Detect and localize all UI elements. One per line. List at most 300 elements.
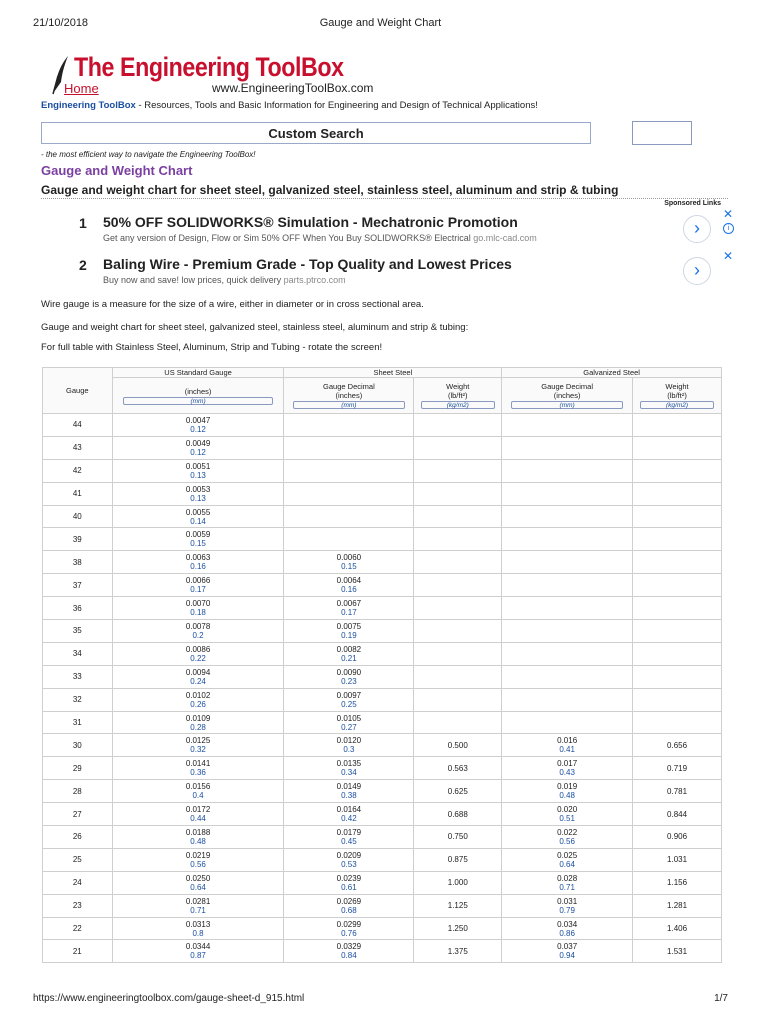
close-icon[interactable]: ✕	[723, 249, 734, 263]
cell-gv-weight	[633, 803, 722, 826]
cell-gv-weight-value: 1.031	[667, 855, 688, 865]
cell-gv-decimal	[502, 711, 633, 734]
cell-gauge	[43, 597, 113, 620]
cell-gauge	[43, 780, 113, 803]
cell-gv-decimal	[502, 940, 633, 963]
cell-gauge	[43, 574, 113, 597]
cell-ss-decimal	[284, 940, 414, 963]
cell-ss-decimal-inches: 0.0064	[336, 576, 362, 586]
cell-gauge	[43, 734, 113, 757]
cell-ss-weight-value: 0.875	[447, 855, 468, 865]
cell-ss-decimal	[284, 803, 414, 826]
header-us-standard: US Standard Gauge	[112, 368, 284, 378]
cell-gv-weight	[633, 642, 722, 665]
unit-kg-m2: (kg/m2)	[640, 401, 714, 409]
cell-gauge	[43, 826, 113, 849]
ad-description	[103, 233, 537, 243]
cell-gauge-value: 42	[72, 466, 82, 476]
ad-headline[interactable]: 50% OFF SOLIDWORKS® Simulation - Mechatronic Promotion	[103, 214, 518, 230]
table-row	[43, 642, 722, 665]
label-weight: Weight	[665, 382, 689, 391]
cell-us-mm: 0.71	[190, 905, 206, 915]
cell-gauge	[43, 711, 113, 734]
cell-us	[112, 917, 284, 940]
cell-gv-weight	[633, 917, 722, 940]
cell-us	[112, 642, 284, 665]
site-url: www.EngineeringToolBox.com	[212, 81, 374, 95]
tagline-text: - Resources, Tools and Basic Information for Engineering and Design of Technical Applications!	[135, 100, 538, 111]
cell-ss-decimal-inches: 0.0239	[336, 873, 362, 883]
cell-us-inches: 0.0172	[185, 805, 211, 815]
cell-gv-decimal	[502, 505, 633, 528]
print-footer	[33, 993, 728, 1004]
nav-note: - the most efficient way to navigate the Engineering ToolBox!	[41, 150, 256, 159]
cell-us-inches: 0.0086	[185, 644, 211, 654]
cell-ss-weight-value: 0.563	[447, 763, 468, 773]
table-row	[43, 482, 722, 505]
cell-gauge-value: 29	[72, 763, 82, 773]
cell-ss-weight	[414, 620, 502, 643]
cell-ss-weight	[414, 894, 502, 917]
header-galvanized: Galvanized Steel	[502, 368, 722, 378]
cell-ss-decimal-inches: 0.0060	[336, 553, 362, 563]
cell-ss-decimal-mm: 0.15	[341, 562, 357, 572]
cell-ss-weight-value: 0.625	[447, 786, 468, 796]
table-row	[43, 940, 722, 963]
cell-ss-weight	[414, 757, 502, 780]
cell-ss-decimal	[284, 665, 414, 688]
ad-item[interactable]	[41, 249, 734, 295]
cell-ss-weight	[414, 414, 502, 437]
cell-gv-weight	[633, 505, 722, 528]
cell-us	[112, 871, 284, 894]
cell-gv-decimal-mm: 0.79	[559, 905, 575, 915]
table-row	[43, 436, 722, 459]
table-row	[43, 688, 722, 711]
cell-us-mm: 0.32	[190, 745, 206, 755]
ad-desc-text: Get any version of Design, Flow or Sim 50% OFF When You Buy SOLIDWORKS® Electrical	[103, 233, 471, 243]
cell-gauge-value: 32	[72, 695, 82, 705]
cell-ss-decimal-inches: 0.0067	[336, 599, 362, 609]
cell-us-mm: 0.16	[190, 562, 206, 572]
cell-ss-decimal	[284, 620, 414, 643]
cell-gv-decimal	[502, 780, 633, 803]
cell-gauge-value: 41	[72, 489, 82, 499]
cell-us-inches: 0.0047	[185, 415, 211, 425]
cell-gauge-value: 40	[72, 512, 82, 521]
ad-number: 1	[79, 215, 87, 231]
cell-gv-decimal	[502, 482, 633, 505]
chevron-right-icon[interactable]: ›	[683, 215, 711, 243]
cell-gv-decimal-mm: 0.86	[559, 928, 575, 938]
cell-ss-decimal	[284, 414, 414, 437]
header-gv-weight	[633, 378, 722, 414]
cell-us	[112, 688, 284, 711]
cell-us-inches: 0.0049	[185, 438, 211, 448]
unit-inches: (inches)	[335, 391, 363, 400]
unit-inches: (inches)	[553, 391, 581, 400]
paragraph: Wire gauge is a measure for the size of a wire, either in diameter or in cross sectional area.	[41, 299, 424, 310]
cell-ss-decimal-mm: 0.23	[341, 676, 357, 686]
cell-us-inches: 0.0250	[185, 873, 211, 883]
cell-gv-decimal	[502, 665, 633, 688]
cell-gauge	[43, 803, 113, 826]
cell-us	[112, 848, 284, 871]
cell-gauge	[43, 505, 113, 528]
cell-ss-weight-value: 1.375	[447, 946, 468, 956]
ad-description	[103, 275, 346, 285]
cell-gauge	[43, 620, 113, 643]
cell-gv-decimal-inches: 0.017	[557, 759, 578, 769]
cell-us-mm: 0.28	[190, 722, 206, 732]
cell-gv-weight	[633, 826, 722, 849]
table-row	[43, 780, 722, 803]
cell-gv-decimal-inches: 0.025	[557, 850, 578, 860]
table-row	[43, 734, 722, 757]
table-row	[43, 597, 722, 620]
cell-gv-weight	[633, 459, 722, 482]
table-row	[43, 871, 722, 894]
cell-gauge	[43, 642, 113, 665]
print-date: 21/10/2018	[33, 17, 89, 29]
unit-kg-m2: (kg/m2)	[421, 401, 495, 409]
cell-ss-decimal-inches: 0.0135	[336, 759, 362, 769]
cell-us	[112, 620, 284, 643]
unit-mm: (mm)	[511, 401, 623, 409]
table-row	[43, 803, 722, 826]
divider	[41, 198, 728, 199]
cell-ss-decimal-mm: 0.84	[341, 951, 357, 961]
table-row	[43, 414, 722, 437]
cell-gauge-value: 36	[72, 603, 82, 613]
cell-ss-weight	[414, 826, 502, 849]
cell-ss-decimal-inches: 0.0120	[336, 736, 362, 746]
cell-gauge	[43, 436, 113, 459]
cell-gauge-value: 24	[72, 878, 82, 888]
page-subtitle: Gauge and weight chart for sheet steel, galvanized steel, stainless steel, aluminum and strip & tubing	[41, 183, 619, 197]
cell-us	[112, 459, 284, 482]
cell-ss-weight	[414, 848, 502, 871]
cell-gv-weight	[633, 780, 722, 803]
cell-us-mm: 0.15	[190, 539, 206, 549]
cell-us-inches: 0.0313	[185, 919, 211, 929]
ad-desc-text: Buy now and save! low prices, quick delivery	[103, 275, 282, 285]
cell-ss-decimal-mm: 0.76	[341, 928, 357, 938]
cell-ss-decimal	[284, 734, 414, 757]
cell-gv-decimal	[502, 597, 633, 620]
cell-gv-decimal-mm: 0.43	[559, 768, 575, 778]
cell-us-mm: 0.22	[190, 653, 206, 663]
table-row	[43, 528, 722, 551]
cell-ss-decimal	[284, 871, 414, 894]
cell-gv-decimal	[502, 528, 633, 551]
cell-us	[112, 780, 284, 803]
cell-ss-decimal-mm: 0.3	[343, 745, 355, 755]
cell-gauge	[43, 414, 113, 437]
cell-gauge	[43, 894, 113, 917]
cell-us	[112, 436, 284, 459]
cell-gauge-value: 23	[72, 901, 82, 911]
cell-us	[112, 505, 284, 528]
table-row	[43, 711, 722, 734]
cell-ss-weight	[414, 871, 502, 894]
cell-gv-weight-value: 0.656	[667, 740, 688, 750]
tagline	[41, 100, 538, 111]
cell-gauge	[43, 551, 113, 574]
chevron-right-icon[interactable]: ›	[683, 257, 711, 285]
table-row	[43, 826, 722, 849]
cell-ss-weight	[414, 482, 502, 505]
cell-ss-decimal-inches: 0.0097	[336, 690, 362, 700]
cell-us	[112, 734, 284, 757]
cell-gv-decimal-inches: 0.031	[557, 896, 578, 906]
table-row	[43, 894, 722, 917]
cell-ss-weight	[414, 642, 502, 665]
cell-ss-decimal-inches: 0.0075	[336, 621, 362, 631]
cell-us	[112, 940, 284, 963]
cell-us-mm: 0.2	[192, 630, 204, 640]
cell-gauge-value: 33	[72, 672, 82, 682]
cell-gv-weight	[633, 757, 722, 780]
cell-gv-decimal-mm: 0.71	[559, 882, 575, 892]
cell-us	[112, 574, 284, 597]
cell-gv-weight	[633, 482, 722, 505]
cell-ss-weight	[414, 688, 502, 711]
cell-ss-weight	[414, 711, 502, 734]
info-icon[interactable]: i	[723, 223, 734, 234]
cell-ss-decimal	[284, 642, 414, 665]
cell-ss-decimal-mm: 0.21	[341, 653, 357, 663]
cell-gv-decimal	[502, 551, 633, 574]
cell-us-inches: 0.0102	[185, 690, 211, 700]
cell-gv-decimal-mm: 0.56	[559, 836, 575, 846]
cell-us-inches: 0.0156	[185, 782, 211, 792]
cell-ss-decimal-mm: 0.61	[341, 882, 357, 892]
cell-us-inches: 0.0125	[185, 736, 211, 746]
cell-gv-weight	[633, 597, 722, 620]
cell-gv-decimal-inches: 0.022	[557, 827, 578, 837]
cell-gv-weight	[633, 551, 722, 574]
cell-us-inches: 0.0094	[185, 667, 211, 677]
cell-us-mm: 0.87	[190, 951, 206, 961]
cell-gv-weight-value: 0.906	[667, 832, 688, 842]
cell-gv-weight-value: 1.406	[667, 924, 688, 934]
cell-gv-decimal	[502, 620, 633, 643]
cell-gv-decimal	[502, 917, 633, 940]
header-ss-weight	[414, 378, 502, 414]
ad-item[interactable]	[41, 207, 734, 253]
cell-ss-decimal	[284, 711, 414, 734]
cell-ss-decimal-inches: 0.0209	[336, 850, 362, 860]
footer-url: https://www.engineeringtoolbox.com/gauge-sheet-d_915.html	[33, 993, 305, 1004]
cell-us-mm: 0.8	[192, 928, 204, 938]
cell-gauge-value: 43	[72, 443, 82, 453]
table-row	[43, 574, 722, 597]
cell-gauge	[43, 940, 113, 963]
cell-ss-weight	[414, 917, 502, 940]
cell-us-inches: 0.0063	[185, 553, 211, 563]
cell-gv-weight-value: 1.281	[667, 901, 688, 911]
cell-ss-weight	[414, 940, 502, 963]
cell-gv-decimal	[502, 803, 633, 826]
cell-gauge-value: 26	[72, 832, 82, 842]
cell-ss-weight	[414, 528, 502, 551]
cell-ss-weight	[414, 459, 502, 482]
header-us-units	[112, 378, 284, 414]
cell-us-mm: 0.26	[190, 699, 206, 709]
search-input[interactable]: Custom Search	[41, 122, 591, 144]
cell-gv-decimal	[502, 757, 633, 780]
cell-gauge-value: 31	[72, 718, 82, 728]
cell-gv-weight	[633, 414, 722, 437]
cell-ss-decimal-inches: 0.0269	[336, 896, 362, 906]
cell-gv-decimal-inches: 0.037	[557, 942, 578, 952]
cell-ss-weight	[414, 665, 502, 688]
cell-gauge-value: 38	[72, 557, 82, 567]
cell-us-mm: 0.24	[190, 676, 206, 686]
toolbox-link[interactable]: Engineering ToolBox	[41, 100, 136, 111]
cell-us-inches: 0.0109	[185, 713, 211, 723]
cell-gv-decimal-inches: 0.028	[557, 873, 578, 883]
table-row	[43, 620, 722, 643]
site-logo[interactable]	[40, 52, 374, 98]
unit-inches: (inches)	[184, 386, 212, 396]
table-row	[43, 848, 722, 871]
sponsored-label: Sponsored Links	[664, 200, 721, 207]
cell-ss-decimal-mm: 0.42	[341, 814, 357, 824]
cell-us	[112, 597, 284, 620]
cell-gauge-value: 37	[72, 580, 82, 590]
cell-ss-weight	[414, 551, 502, 574]
cell-us	[112, 665, 284, 688]
cell-gauge-value: 21	[72, 946, 82, 956]
cell-ss-weight	[414, 780, 502, 803]
cell-gauge-value: 27	[72, 809, 82, 819]
cell-gv-weight	[633, 665, 722, 688]
cell-ss-decimal	[284, 826, 414, 849]
cell-ss-weight-value: 0.688	[447, 809, 468, 819]
cell-us-inches: 0.0051	[185, 461, 211, 471]
cell-gv-weight	[633, 528, 722, 551]
table-body	[43, 414, 722, 963]
cell-gv-weight	[633, 734, 722, 757]
cell-ss-decimal	[284, 688, 414, 711]
cell-gauge	[43, 459, 113, 482]
cell-ss-weight-value: 0.750	[447, 832, 468, 842]
cell-us-mm: 0.14	[190, 516, 206, 526]
table-row	[43, 505, 722, 528]
ad-source[interactable]: go.mlc-cad.com	[473, 233, 537, 243]
cell-us-inches: 0.0219	[185, 850, 211, 860]
cell-us-inches: 0.0055	[185, 507, 211, 517]
cell-us-mm: 0.12	[190, 424, 206, 434]
print-title: Gauge and Weight Chart	[319, 17, 442, 29]
cell-us-mm: 0.44	[190, 814, 206, 824]
cell-gauge-value: 34	[72, 649, 82, 659]
cell-us-inches: 0.0070	[185, 599, 211, 609]
cell-ss-decimal-mm: 0.68	[341, 905, 357, 915]
cell-us-inches: 0.0188	[185, 827, 211, 837]
unit-mm: (mm)	[123, 397, 273, 405]
cell-gauge-value: 35	[72, 626, 82, 636]
cell-gv-decimal-inches: 0.020	[557, 805, 578, 815]
cell-ss-decimal-inches: 0.0149	[336, 782, 362, 792]
cell-us-mm: 0.4	[192, 791, 204, 801]
ad-source[interactable]: parts.ptrco.com	[283, 275, 346, 285]
cell-us-inches: 0.0141	[185, 759, 211, 769]
site-brand: The Engineering ToolBox	[74, 52, 344, 82]
home-link[interactable]: Home	[64, 81, 99, 96]
cell-us	[112, 803, 284, 826]
cell-ss-decimal	[284, 436, 414, 459]
cell-us-inches: 0.0344	[185, 942, 211, 952]
table-row	[43, 551, 722, 574]
cell-gv-decimal	[502, 688, 633, 711]
cell-gv-weight-value: 0.719	[667, 763, 688, 773]
cell-us-mm: 0.56	[190, 859, 206, 869]
cell-ss-decimal	[284, 505, 414, 528]
cell-us	[112, 894, 284, 917]
table-row	[43, 917, 722, 940]
cell-ss-decimal	[284, 482, 414, 505]
cell-ss-decimal-inches: 0.0179	[336, 827, 362, 837]
cell-ss-decimal-inches: 0.0329	[336, 942, 362, 952]
cell-gauge	[43, 871, 113, 894]
cell-us-inches: 0.0066	[185, 576, 211, 586]
cell-ss-decimal-mm: 0.25	[341, 699, 357, 709]
cell-gv-decimal-inches: 0.034	[557, 919, 578, 929]
cell-us-mm: 0.18	[190, 608, 206, 618]
cell-ss-decimal	[284, 597, 414, 620]
table-row	[43, 459, 722, 482]
cell-gauge-value: 22	[72, 924, 82, 934]
cell-gv-decimal-mm: 0.64	[559, 859, 575, 869]
cell-ss-decimal	[284, 894, 414, 917]
cell-gv-decimal	[502, 414, 633, 437]
cell-gv-decimal	[502, 574, 633, 597]
cell-ss-weight-value: 1.000	[447, 878, 468, 888]
cell-gv-weight-value: 1.531	[667, 946, 688, 956]
close-icon[interactable]: ✕	[723, 207, 734, 221]
cell-ss-decimal	[284, 551, 414, 574]
cell-ss-decimal-mm: 0.27	[341, 722, 357, 732]
cell-gv-weight-value: 0.844	[667, 809, 688, 819]
ad-number: 2	[79, 257, 87, 273]
cell-gv-weight-value: 1.156	[667, 878, 688, 888]
cell-ss-decimal-inches: 0.0105	[336, 713, 362, 723]
cell-ss-weight	[414, 803, 502, 826]
search-button[interactable]	[632, 121, 692, 145]
cell-gauge	[43, 665, 113, 688]
cell-us-mm: 0.48	[190, 836, 206, 846]
cell-gv-decimal	[502, 436, 633, 459]
cell-ss-decimal	[284, 574, 414, 597]
ad-headline[interactable]: Baling Wire - Premium Grade - Top Quality and Lowest Prices	[103, 256, 512, 272]
cell-gauge-value: 39	[72, 534, 82, 544]
cell-ss-decimal-mm: 0.17	[341, 608, 357, 618]
cell-us	[112, 551, 284, 574]
cell-us-inches: 0.0078	[185, 621, 211, 631]
cell-ss-decimal	[284, 917, 414, 940]
cell-ss-weight	[414, 597, 502, 620]
cell-gauge	[43, 482, 113, 505]
cell-gauge-value: 25	[72, 855, 82, 865]
cell-us	[112, 826, 284, 849]
cell-ss-weight-value: 1.250	[447, 924, 468, 934]
cell-us-inches: 0.0281	[185, 896, 211, 906]
cell-gv-decimal	[502, 459, 633, 482]
unit-lb-ft2: (lb/ft²)	[667, 391, 687, 400]
